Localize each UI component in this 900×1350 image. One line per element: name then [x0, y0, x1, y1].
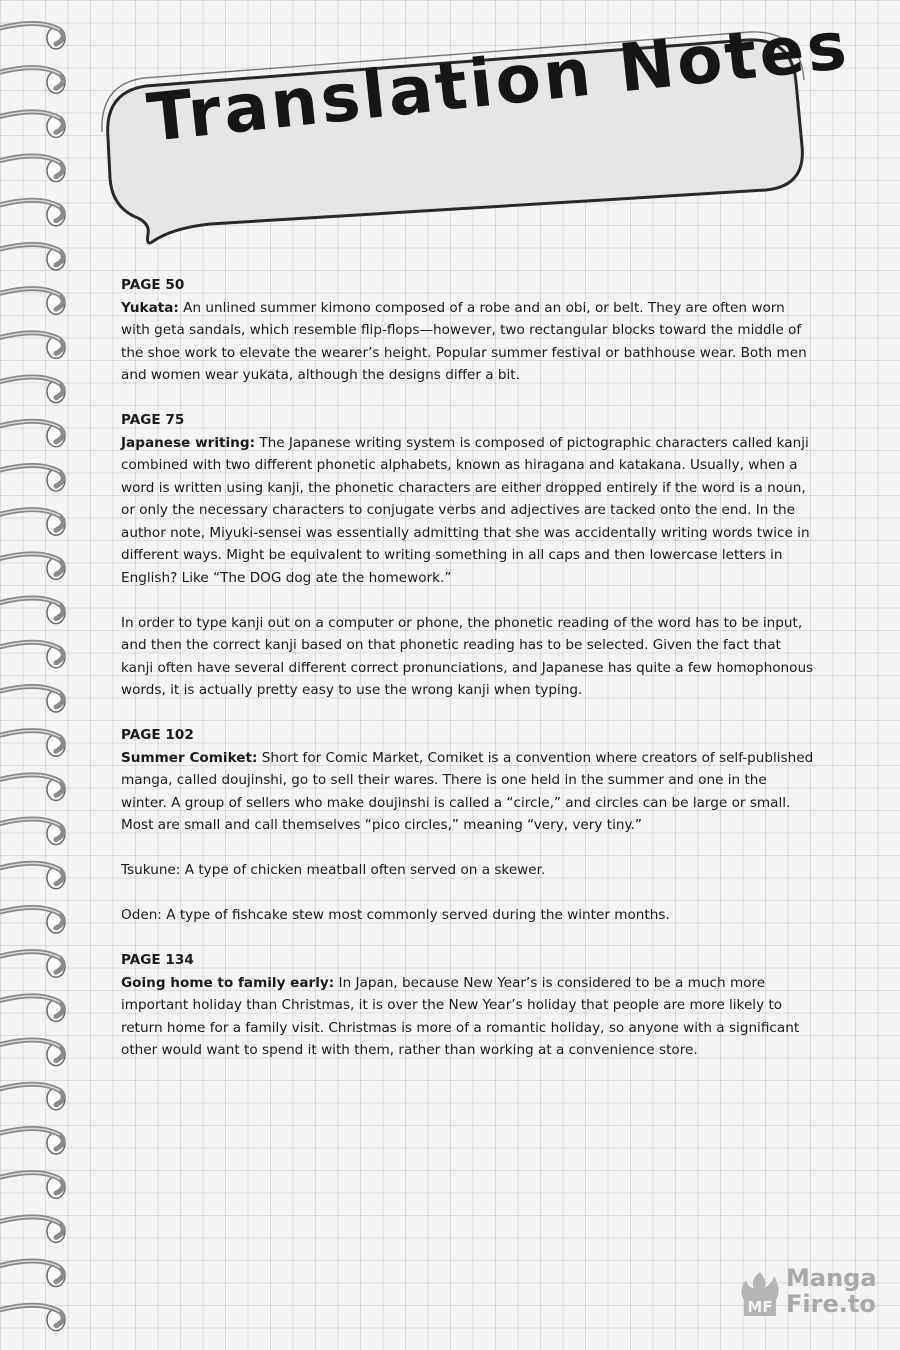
spiral-ring [0, 731, 65, 757]
spiral-ring [0, 289, 65, 315]
spiral-ring [0, 1173, 65, 1199]
spiral-ring [0, 1305, 65, 1331]
spiral-ring [0, 863, 65, 889]
spiral-ring [0, 156, 65, 182]
spiral-ring [0, 421, 65, 447]
spiral-ring [0, 1217, 65, 1243]
note-term: Going home to family early: [121, 974, 335, 991]
note-paragraph [121, 747, 816, 837]
spiral-ring [0, 554, 65, 580]
watermark-line1: Manga [786, 1264, 877, 1292]
note-section [121, 724, 816, 927]
page-heading: PAGE 75 [121, 412, 185, 428]
watermark-line2: Fire.to [786, 1290, 876, 1318]
note-section [121, 949, 816, 1062]
note-text: Oden: A type of fishcake stew most commonly served during the winter months. [121, 907, 670, 923]
spiral-ring [0, 1040, 65, 1066]
flame-logo-icon [738, 1270, 782, 1318]
spiral-ring [0, 819, 65, 845]
page-heading: PAGE 102 [121, 727, 194, 743]
spiral-ring [0, 1261, 65, 1287]
spiral-ring [0, 686, 65, 712]
translation-notes-body [121, 274, 816, 1084]
note-text: Short for Comic Market, Comiket is a convention where creators of self-published manga, called doujinshi, go to sell their wares. There is one held in the summer and one in the winter. A group of sellers who make doujinshi is called a “circle,” and circles can be large or small. Most are small and call themselves “pico circles,” meaning “very, very tiny.” [121, 749, 814, 833]
spiral-ring [0, 952, 65, 978]
spiral-ring [0, 642, 65, 668]
spiral-ring [0, 68, 65, 94]
spiral-ring [0, 1084, 65, 1110]
spiral-ring [0, 244, 65, 270]
spiral-ring [0, 1128, 65, 1154]
spiral-ring [0, 23, 65, 49]
spiral-ring [0, 112, 65, 138]
spiral-ring [0, 775, 65, 801]
note-term: Yukata: [121, 299, 179, 316]
spiral-ring [0, 200, 65, 226]
note-term: Japanese writing: [121, 434, 255, 451]
spiral-ring [0, 465, 65, 491]
page-heading: PAGE 134 [121, 952, 194, 968]
spiral-ring [0, 333, 65, 359]
logo-mark-text: MF [747, 1298, 773, 1316]
note-paragraph [121, 297, 816, 387]
note-text: The Japanese writing system is composed of pictographic characters called kanji combined with two different phonetic alphabets, known as hiragana and katakana. Usually, when a word is written using kanji, the phonetic characters are either dropped entirely if the word is a noun, or only the necessary characters to conjugate verbs and adjectives are tacked onto the end. In the author note, Miyuki-sensei was essentially admitting that she was accidentally writing words twice in different ways. Might be equivalent to writing something in all caps and then lowercase letters in English? Like “The DOG dog ate the homework.” [121, 434, 810, 586]
note-section [121, 274, 816, 387]
note-paragraph [121, 972, 816, 1062]
page-title: Translation Notes [143, 6, 853, 157]
note-paragraph [121, 612, 816, 702]
page-heading: PAGE 50 [121, 277, 185, 293]
note-section [121, 409, 816, 702]
spiral-ring [0, 907, 65, 933]
spiral-ring [0, 996, 65, 1022]
mangafire-watermark [738, 1262, 878, 1322]
note-text: An unlined summer kimono composed of a robe and an obi, or belt. They are often worn with geta sandals, which resemble flip-flops—however, two rectangular blocks toward the middle of the shoe work to elevate the wearer’s height. Popular summer festival or bathhouse wear. Both men and women wear yukata, although the designs differ a bit. [121, 299, 807, 383]
note-text: In order to type kanji out on a computer or phone, the phonetic reading of the word has to be input, and then the correct kanji based on that phonetic reading has to be selected. Given the fact that kanji often have several different correct pronunciations, and Japanese has quite a few homophonous words, it is actually pretty easy to use the wrong kanji when typing. [121, 614, 814, 698]
note-text: Tsukune: A type of chicken meatball often served on a skewer. [121, 862, 546, 878]
note-paragraph [121, 859, 816, 882]
note-paragraph [121, 432, 816, 590]
spiral-ring [0, 510, 65, 536]
note-term: Summer Comiket: [121, 749, 258, 766]
spiral-ring [0, 598, 65, 624]
spiral-binding [0, 0, 70, 1350]
note-text: In Japan, because New Year’s is considered to be a much more important holiday than Christmas, it is over the New Year’s holiday that people are more likely to return home for a family visit. Christmas is more of a romantic holiday, so anyone with a significant other would want to spend it with them, rather than working at a convenience store. [121, 974, 800, 1058]
note-paragraph [121, 904, 816, 927]
spiral-ring [0, 377, 65, 403]
